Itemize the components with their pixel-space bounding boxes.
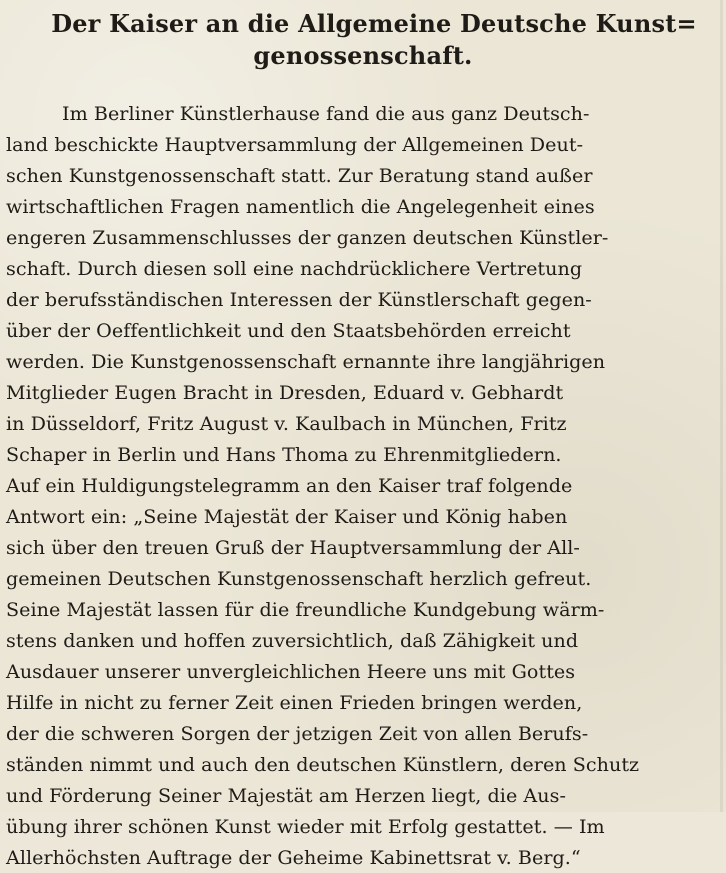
body-line-16: gemeinen Deutschen Kunstgenossenschaft herzlich gefreut.	[6, 567, 592, 590]
body-line-23: und Förderung Seiner Majestät am Herzen liegt, die Aus-	[6, 784, 566, 807]
article-title	[6, 8, 720, 72]
body-line-18: stens danken und hoffen zuversichtlich, daß Zähigkeit und	[6, 629, 579, 652]
body-line-1: Im Berliner Künstlerhause fand die aus ganz Deutsch-	[62, 102, 590, 125]
body-line-24: übung ihrer schönen Kunst wieder mit Erfolg gestattet. — Im	[6, 815, 605, 838]
body-line-15: sich über den treuen Gruß der Hauptversammlung der All-	[6, 536, 580, 559]
body-line-21: der die schweren Sorgen der jetzigen Zeit von allen Berufs-	[6, 722, 589, 745]
body-line-22: ständen nimmt und auch den deutschen Künstlern, deren Schutz	[6, 753, 640, 776]
body-line-11: in Düsseldorf, Fritz August v. Kaulbach in München, Fritz	[6, 412, 567, 435]
body-line-20: Hilfe in nicht zu ferner Zeit einen Frieden bringen werden,	[6, 691, 583, 714]
body-line-25: Allerhöchsten Auftrage der Geheime Kabinettsrat v. Berg.“	[6, 846, 581, 869]
body-line-4: wirtschaftlichen Fragen namentlich die Angelegenheit eines	[6, 195, 595, 218]
page-edge-shadow	[720, 0, 723, 812]
body-line-14: Antwort ein: „Seine Majestät der Kaiser und König haben	[6, 505, 568, 528]
body-line-19: Ausdauer unserer unvergleichlichen Heere uns mit Gottes	[6, 660, 576, 683]
body-line-13: Auf ein Huldigungstelegramm an den Kaiser traf folgende	[6, 474, 573, 497]
title-line-2: genossenschaft.	[253, 41, 473, 70]
body-line-9: werden. Die Kunstgenossenschaft ernannte ihre langjährigen	[6, 350, 606, 373]
body-line-8: über der Oeffentlichkeit und den Staatsbehörden erreicht	[6, 319, 571, 342]
article-body	[6, 98, 720, 873]
body-line-2: land beschickte Hauptversammlung der Allgemeinen Deut-	[6, 133, 584, 156]
body-line-17: Seine Majestät lassen für die freundliche Kundgebung wärm-	[6, 598, 605, 621]
body-line-10: Mitglieder Eugen Bracht in Dresden, Eduard v. Gebhardt	[6, 381, 564, 404]
body-line-5: engeren Zusammenschlusses der ganzen deutschen Künstler-	[6, 226, 609, 249]
body-line-3: schen Kunstgenossenschaft statt. Zur Beratung stand außer	[6, 164, 593, 187]
body-line-6: schaft. Durch diesen soll eine nachdrücklichere Vertretung	[6, 257, 583, 280]
title-line-1: Der Kaiser an die Allgemeine Deutsche Kunst=	[51, 9, 697, 38]
body-line-7: der berufsständischen Interessen der Künstlerschaft gegen-	[6, 288, 592, 311]
news-article	[6, 8, 720, 873]
body-line-12: Schaper in Berlin und Hans Thoma zu Ehrenmitgliedern.	[6, 443, 562, 466]
